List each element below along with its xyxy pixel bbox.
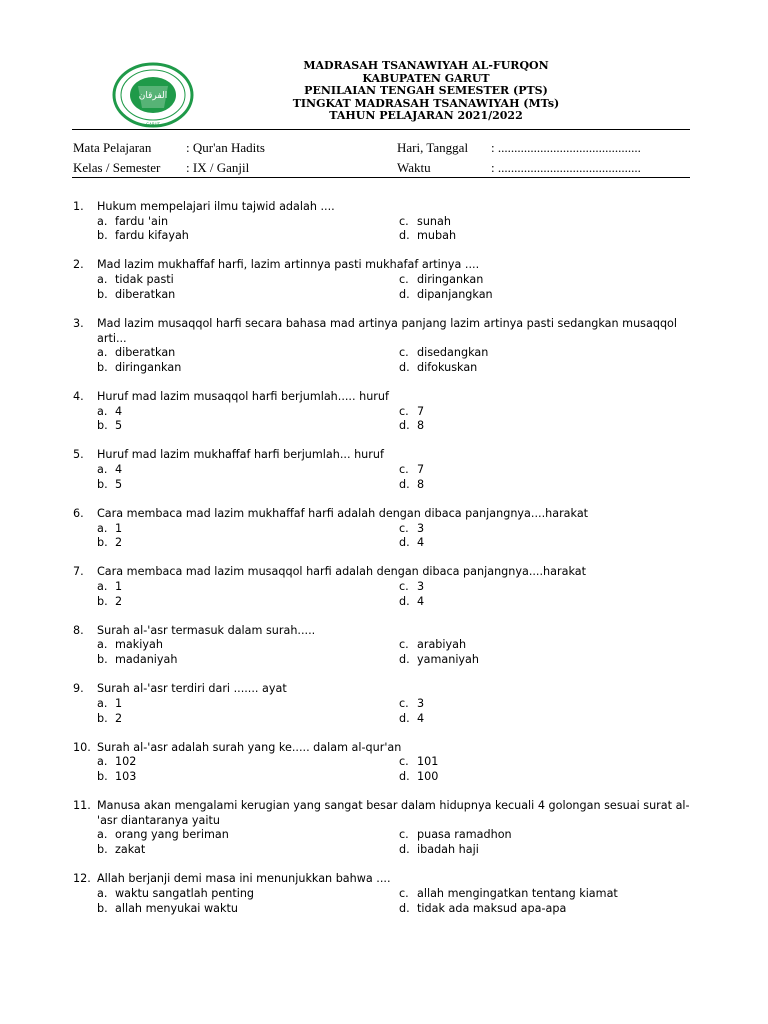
option-letter: b. [97, 770, 108, 783]
question-number: 4. [73, 390, 84, 403]
option-d [399, 229, 629, 244]
option-text: zakat [115, 843, 146, 857]
option-text: 4 [115, 463, 123, 477]
question-stem [73, 258, 703, 273]
option-letter: c. [399, 214, 409, 228]
question-number: 7. [73, 565, 84, 579]
option-text: tidak pasti [115, 273, 174, 287]
option-text: yamaniyah [417, 653, 479, 667]
option-text: orang yang beriman [115, 828, 229, 842]
question-number: 12. [73, 872, 91, 886]
question-stem [73, 200, 703, 215]
exam-name: PENILAIAN TENGAH SEMESTER (PTS) [304, 84, 548, 98]
option-text: 103 [115, 770, 137, 783]
option-letter: a. [97, 828, 108, 842]
option-letter: b. [97, 287, 108, 301]
option-a [97, 697, 399, 712]
option-text: allah mengingatkan tentang kiamat [417, 886, 618, 900]
option-text: 7 [417, 404, 425, 418]
option-d [399, 595, 629, 610]
question-item [73, 799, 703, 857]
question-stem [73, 448, 703, 463]
option-letter: b. [97, 711, 108, 725]
option-text: allah menyukai waktu [115, 901, 238, 915]
answer-options [73, 273, 703, 302]
question-item [73, 872, 703, 916]
option-letter: c. [399, 886, 409, 900]
date-label: Hari, Tanggal [397, 140, 469, 155]
option-letter: b. [97, 477, 108, 491]
option-letter: c. [399, 463, 409, 477]
option-text: dipanjangkan [417, 287, 493, 301]
question-text: Surah al-'asr adalah surah yang ke..... dalam al-qur'an [97, 740, 402, 754]
option-letter: d. [399, 536, 410, 550]
option-text: 5 [115, 419, 123, 433]
option-c [399, 463, 629, 478]
question-text: Hukum mempelajari ilmu tajwid adalah .... [97, 200, 335, 213]
option-letter: b. [97, 360, 108, 374]
option-c [399, 405, 629, 420]
option-letter: a. [97, 580, 108, 593]
option-a [97, 405, 399, 420]
option-text: 1 [115, 580, 123, 593]
academic-year: TAHUN PELAJARAN 2021/2022 [329, 109, 523, 123]
option-letter: c. [399, 580, 409, 593]
question-stem [73, 507, 703, 522]
option-letter: b. [97, 229, 108, 243]
option-letter: c. [399, 521, 409, 535]
option-a [97, 273, 399, 288]
question-item [73, 682, 703, 726]
option-text: 4 [417, 536, 425, 550]
question-text: Huruf mad lazim musaqqol harfi berjumlah..... huruf [97, 390, 389, 403]
option-text: disedangkan [417, 346, 489, 360]
question-text: Huruf mad lazim mukhaffaf harfi berjumlah... huruf [97, 448, 384, 462]
question-number: 9. [73, 682, 84, 696]
option-text: madaniyah [115, 653, 178, 667]
option-c [399, 273, 629, 288]
option-text: difokuskan [417, 360, 478, 374]
school-level: TINGKAT MADRASAH TSANAWIYAH (MTs) [292, 96, 560, 110]
answer-options [73, 215, 703, 244]
date-value: : ............................................ [491, 140, 641, 155]
option-text: 1 [115, 521, 123, 535]
option-letter: d. [399, 901, 410, 915]
option-a [97, 346, 399, 361]
option-text: 5 [115, 477, 123, 491]
question-item [73, 448, 703, 492]
answer-options [73, 580, 703, 609]
question-stem [73, 390, 703, 405]
answer-options [73, 887, 703, 916]
option-b [97, 712, 399, 727]
option-letter: c. [399, 638, 409, 652]
option-d [399, 902, 629, 917]
option-a [97, 887, 399, 902]
option-letter: d. [399, 843, 410, 857]
option-text: diringankan [115, 360, 182, 374]
option-a [97, 215, 399, 230]
question-item [73, 741, 703, 785]
option-a [97, 828, 399, 843]
option-b [97, 361, 399, 376]
answer-options [73, 755, 703, 784]
option-b [97, 770, 399, 785]
question-item [73, 624, 703, 668]
option-letter: d. [399, 653, 410, 667]
option-text: 3 [417, 696, 425, 710]
option-letter: b. [97, 653, 108, 667]
option-a [97, 463, 399, 478]
question-number: 11. [73, 799, 91, 813]
option-c [399, 755, 629, 770]
option-text: waktu sangatlah penting [115, 886, 255, 900]
option-letter: a. [97, 886, 108, 900]
option-b [97, 653, 399, 668]
question-stem [73, 682, 703, 697]
question-text: Mad lazim mukhaffaf harfi, lazim artinnya pasti mukhafaf artinya .... [97, 258, 480, 272]
option-text: diringankan [417, 273, 484, 287]
question-text: Manusa akan mengalami kerugian yang sangat besar dalam hidupnya kecuali 4 golongan sesuai surat al-'asr diantaranya yaitu [97, 799, 690, 827]
option-letter: a. [97, 755, 108, 769]
option-d [399, 843, 629, 858]
option-letter: d. [399, 770, 410, 783]
option-c [399, 522, 629, 537]
option-b [97, 536, 399, 551]
question-stem [73, 741, 703, 756]
option-letter: b. [97, 594, 108, 608]
option-letter: a. [97, 463, 108, 477]
question-text: Surah al-'asr terdiri dari ....... ayat [97, 682, 287, 696]
option-text: 7 [417, 463, 425, 477]
option-letter: c. [399, 346, 409, 360]
option-text: puasa ramadhon [417, 828, 512, 842]
question-stem [73, 624, 703, 639]
option-b [97, 478, 399, 493]
question-item [73, 258, 703, 302]
option-text: diberatkan [115, 346, 176, 360]
question-stem [73, 317, 703, 346]
class-value: : IX / Ganjil [186, 160, 250, 175]
question-text: Allah berjanji demi masa ini menunjukkan bahwa .... [97, 872, 391, 886]
option-c [399, 580, 629, 595]
option-d [399, 770, 629, 785]
option-c [399, 697, 629, 712]
option-text: 8 [417, 419, 425, 433]
school-logo-icon [112, 62, 194, 130]
option-text: 100 [417, 770, 439, 783]
option-text: 101 [417, 755, 439, 769]
logo-arabic-text: الفرقان [138, 91, 168, 101]
option-letter: c. [399, 755, 409, 769]
option-a [97, 580, 399, 595]
option-b [97, 288, 399, 303]
question-number: 1. [73, 200, 84, 213]
option-text: ibadah haji [417, 843, 479, 857]
option-text: diberatkan [115, 287, 176, 301]
header-divider [72, 129, 690, 130]
option-letter: a. [97, 346, 108, 360]
option-text: tidak ada maksud apa-apa [417, 901, 567, 915]
option-text: mubah [417, 229, 457, 243]
option-b [97, 843, 399, 858]
option-b [97, 902, 399, 917]
answer-options [73, 522, 703, 551]
option-letter: d. [399, 419, 410, 433]
question-list [73, 200, 703, 931]
question-text: Cara membaca mad lazim mukhaffaf harfi adalah dengan dibaca panjangnya....harakat [97, 506, 589, 520]
question-text: Mad lazim musaqqol harfi secara bahasa mad artinya panjang lazim artinya pasti sedangkan musaqqol arti... [97, 316, 677, 345]
time-value: : ............................................ [491, 160, 641, 175]
option-letter: c. [399, 828, 409, 842]
svg-text:GARUT: GARUT [146, 122, 160, 127]
option-text: 4 [417, 594, 425, 608]
option-letter: a. [97, 638, 108, 652]
option-text: fardu kifayah [115, 229, 189, 243]
question-item [73, 390, 703, 434]
question-number: 8. [73, 623, 84, 637]
answer-options [73, 697, 703, 726]
subject-value: : Qur'an Hadits [186, 140, 265, 155]
question-item [73, 507, 703, 551]
option-d [399, 419, 629, 434]
option-letter: d. [399, 229, 410, 243]
option-letter: d. [399, 477, 410, 491]
option-letter: d. [399, 711, 410, 725]
question-item [73, 317, 703, 375]
question-text: Cara membaca mad lazim musaqqol harfi adalah dengan dibaca panjangnya....harakat [97, 565, 586, 579]
question-stem [73, 565, 703, 580]
option-text: 1 [115, 696, 123, 710]
class-label: Kelas / Semester [73, 160, 161, 175]
option-text: 102 [115, 755, 137, 769]
question-number: 2. [73, 258, 84, 272]
option-d [399, 712, 629, 727]
question-text: Surah al-'asr termasuk dalam surah..... [97, 623, 316, 637]
option-c [399, 887, 629, 902]
option-text: sunah [417, 214, 451, 228]
option-text: 4 [417, 711, 425, 725]
option-a [97, 638, 399, 653]
option-letter: a. [97, 404, 108, 418]
option-b [97, 419, 399, 434]
option-letter: d. [399, 594, 410, 608]
option-text: 2 [115, 594, 123, 608]
option-text: 8 [417, 477, 425, 491]
subject-label: Mata Pelajaran [73, 140, 152, 155]
option-letter: a. [97, 696, 108, 710]
option-text: 2 [115, 711, 123, 725]
option-text: makiyah [115, 638, 163, 652]
question-number: 3. [73, 316, 84, 330]
option-d [399, 653, 629, 668]
info-divider [72, 177, 690, 178]
option-letter: d. [399, 360, 410, 374]
option-d [399, 536, 629, 551]
option-a [97, 522, 399, 537]
option-c [399, 638, 629, 653]
question-item [73, 565, 703, 609]
answer-options [73, 346, 703, 375]
option-a [97, 755, 399, 770]
school-name: MADRASAH TSANAWIYAH AL-FURQON [303, 59, 549, 72]
time-label: Waktu [397, 160, 431, 175]
option-letter: c. [399, 273, 409, 287]
option-text: fardu 'ain [115, 214, 169, 228]
question-number: 5. [73, 448, 84, 462]
option-d [399, 288, 629, 303]
question-number: 10. [73, 740, 91, 754]
option-letter: b. [97, 419, 108, 433]
option-letter: a. [97, 273, 108, 287]
option-d [399, 361, 629, 376]
option-letter: a. [97, 521, 108, 535]
option-text: arabiyah [417, 638, 467, 652]
question-stem [73, 872, 703, 887]
option-text: 2 [115, 536, 123, 550]
question-item [73, 200, 703, 244]
option-letter: d. [399, 287, 410, 301]
regency-name: KABUPATEN GARUT [362, 71, 490, 85]
exam-header [216, 60, 636, 123]
option-c [399, 215, 629, 230]
answer-options [73, 638, 703, 667]
option-b [97, 595, 399, 610]
option-text: 3 [417, 521, 425, 535]
option-letter: b. [97, 843, 108, 857]
option-c [399, 346, 629, 361]
answer-options [73, 405, 703, 434]
answer-options [73, 828, 703, 857]
option-text: 4 [115, 404, 123, 418]
option-letter: b. [97, 901, 108, 915]
question-stem [73, 799, 703, 828]
option-b [97, 229, 399, 244]
option-letter: a. [97, 214, 108, 228]
option-c [399, 828, 629, 843]
question-number: 6. [73, 506, 84, 520]
option-text: 3 [417, 580, 425, 593]
option-letter: c. [399, 404, 409, 418]
option-letter: c. [399, 696, 409, 710]
option-d [399, 478, 629, 493]
answer-options [73, 463, 703, 492]
option-letter: b. [97, 536, 108, 550]
